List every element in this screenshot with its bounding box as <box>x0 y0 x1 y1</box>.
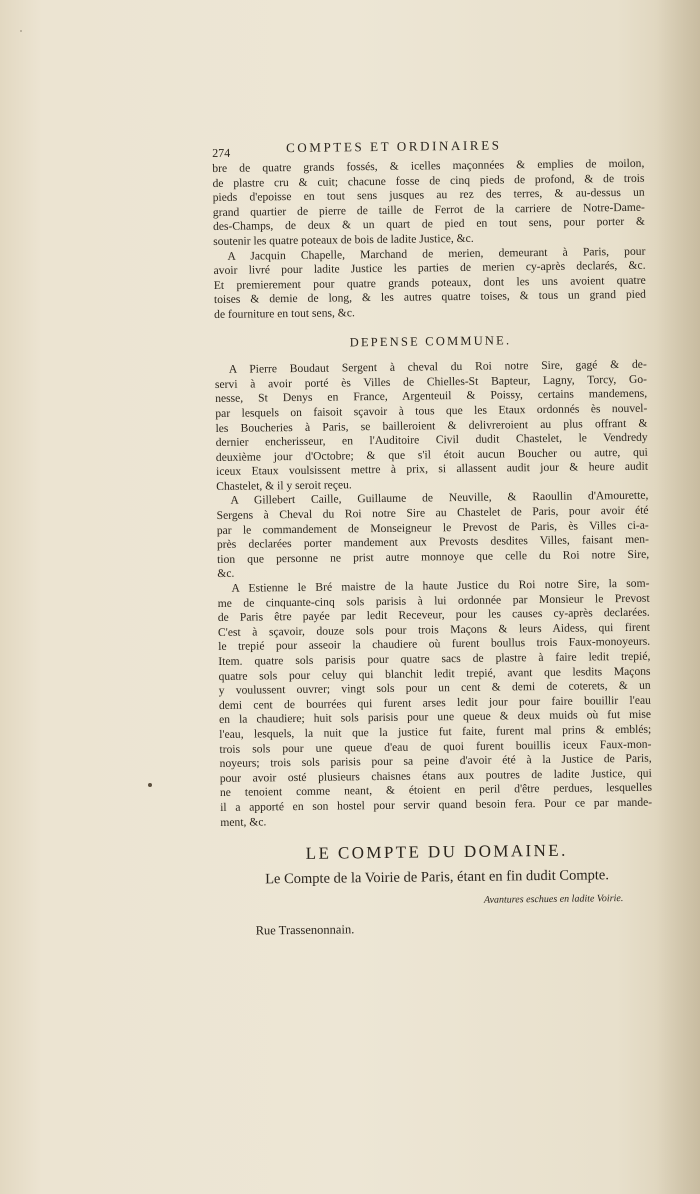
section-heading-depense-commune: DEPENSE COMMUNE. <box>349 332 512 349</box>
printed-text-block <box>212 135 654 939</box>
paragraph-block-depense <box>215 358 653 830</box>
text-line: pieds d'epoisse en tout sens jusques au rez des terres, & au-dessus un <box>212 185 645 205</box>
text-line: grand quartier de pierre de taille de Ferrot de la carriere de Notre-Dame- <box>212 200 645 219</box>
text-line: C'est à sçavoir, douze sols pour trois Maçons & leurs Aidess, qui firent <box>217 620 651 639</box>
text-line: Sergens à Cheval du Roi notre Sire au Chastelet de Paris, pour avoir été <box>216 503 649 523</box>
text-line: soutenir les quatre poteaux de bois de ladite Justice, &c. <box>213 231 474 248</box>
text-line: avoir livré pour ladite Justice les parties de merien cy-après declarés, &c. <box>213 258 646 278</box>
text-line: dernier encherisseur, en l'Auditoire Civil dudit Chastelet, le Vendredy <box>215 430 648 450</box>
text-line: en la chaudiere; huit sols parisis pour une queue & deux muids où fut mise <box>219 708 652 727</box>
text-line: de Paris être payée par ledit Receveur, pour les causes cy-après declarées. <box>217 605 650 625</box>
text-line: par lesquels on faisoit sçavoir à tous que les Etaux ordonnés ès nouvel- <box>215 401 648 420</box>
text-line: ment, &c. <box>220 814 267 829</box>
text-line: quatre sols pour celuy qui blanchit ledit trepié, avant que lesdits Maçons <box>218 664 651 683</box>
street-name: Rue Trassenonnain. <box>255 922 355 938</box>
text-line: près declarées porter mandement aux Prevosts desdites Villes, faisant men- <box>216 532 649 552</box>
text-line: A Estienne le Bré maistre de la haute Justice du Roi notre Sire, la som- <box>231 576 650 595</box>
text-line: l'eau, lesquels, la nuit que la justice fut faite, furent mal prins & emblés; <box>219 722 652 741</box>
text-line: des-Champs, de deux & un quart de pied en tout sens, pour porter & <box>212 215 646 234</box>
text-line: noyeurs; trois sols parisis pour sa peine d'avoir été à la Justice de Paris, <box>219 751 652 771</box>
text-line: trois sols pour une queue d'eau de quoi furent bouillis iceux Faux-mon- <box>219 737 652 756</box>
text-line: demi cent de bourrées qui furent arses ledit jour pour faire bouillir l'eau <box>218 693 651 712</box>
text-line: A Gillebert Caille, Guillaume de Neuville, & Raoullin d'Amourette, <box>230 489 649 508</box>
heading-compte-voirie: Le Compte de la Voirie de Paris, étant en fin dudit Compte. <box>265 866 609 888</box>
text-line: bre de quatre grands fossés, & icelles maçonnées & emplies de moilon, <box>212 156 645 175</box>
text-line: servi à avoir porté ès Villes de Chielles-St Bapteur, Lagny, Torcy, Go- <box>214 372 648 391</box>
paragraph-block-opening <box>212 157 646 323</box>
text-line: pour avoir osté plusieurs chaisnes étans aux poutres de ladite Justice, qui <box>219 766 652 785</box>
text-line: y voulussent ouvrer; vingt sols pour un cent & demi de coterets, & un <box>218 678 651 698</box>
text-line: le trepié pour asseoir la chaudiere où furent boullus trois Faux-monoyeurs. <box>218 635 651 654</box>
binding-gutter-shadow <box>656 0 700 1194</box>
heading-compte-du-domaine: LE COMPTE DU DOMAINE. <box>305 840 568 864</box>
text-line: de plastre cru & cuit; chacune fosse de cinq pieds de profond, & de trois <box>212 171 645 190</box>
text-line: par le commandement de Monseigneur le Prevost de Paris, ès Villes ci-a- <box>216 518 649 537</box>
text-line: deuxième jour d'Octobre; & que s'il étoit aucun Boucher ou autre, qui <box>215 445 648 464</box>
running-head <box>212 135 644 160</box>
text-line: Item. quatre sols parisis pour quatre sacs de plastre à faire ledit trepié, <box>218 649 651 668</box>
text-line: iceux Etaux voulsissent mettre à prix, si allassent audit jour & heure audit <box>215 459 649 479</box>
text-line: tion que personne ne prist autre monnoye que celle du Roi notre Sire, <box>217 547 650 566</box>
text-line: me de cinquante-cinq sols parisis à lui ordonnée par Monsieur le Prevost <box>217 591 650 610</box>
text-line: il a apporté en son hostel pour servir quand besoin fera. Pour ce par mande- <box>220 795 653 814</box>
page-number: 274 <box>212 145 231 160</box>
text-line: Et premierement pour quatre grands poteaux, dont les uns avoient quatre <box>213 273 646 292</box>
paper-speck <box>20 30 22 32</box>
text-line: les Boucheries à Paris, se bailleroient & delivreroient au plus offrant & <box>215 416 648 435</box>
text-line: A Pierre Boudaut Sergent à cheval du Roi notre Sire, gagé & de- <box>228 357 647 376</box>
text-line: toises & demie de long, & les autres quatre toises, & tous un grand pied <box>213 288 646 307</box>
paper-speck <box>148 783 152 787</box>
text-line: nesse, St Denys en France, Argenteuil & Poissy, certains mandemens, <box>215 387 648 406</box>
text-line: A Jacquin Chapelle, Marchand de merien, demeurant à Paris, pour <box>227 244 646 263</box>
running-title: COMPTES ET ORDINAIRES <box>286 137 502 156</box>
text-line: ne tenoient comme neant, & étoient en peril d'être perdues, lesquelles <box>219 781 653 800</box>
note-avantures: Avantures eschues en ladite Voirie. <box>483 893 624 907</box>
text-line: de fourniture en tout sens, &c. <box>214 306 355 321</box>
text-line: &c. <box>217 567 235 581</box>
text-line: Chastelet, & il y seroit reçeu. <box>216 478 352 493</box>
